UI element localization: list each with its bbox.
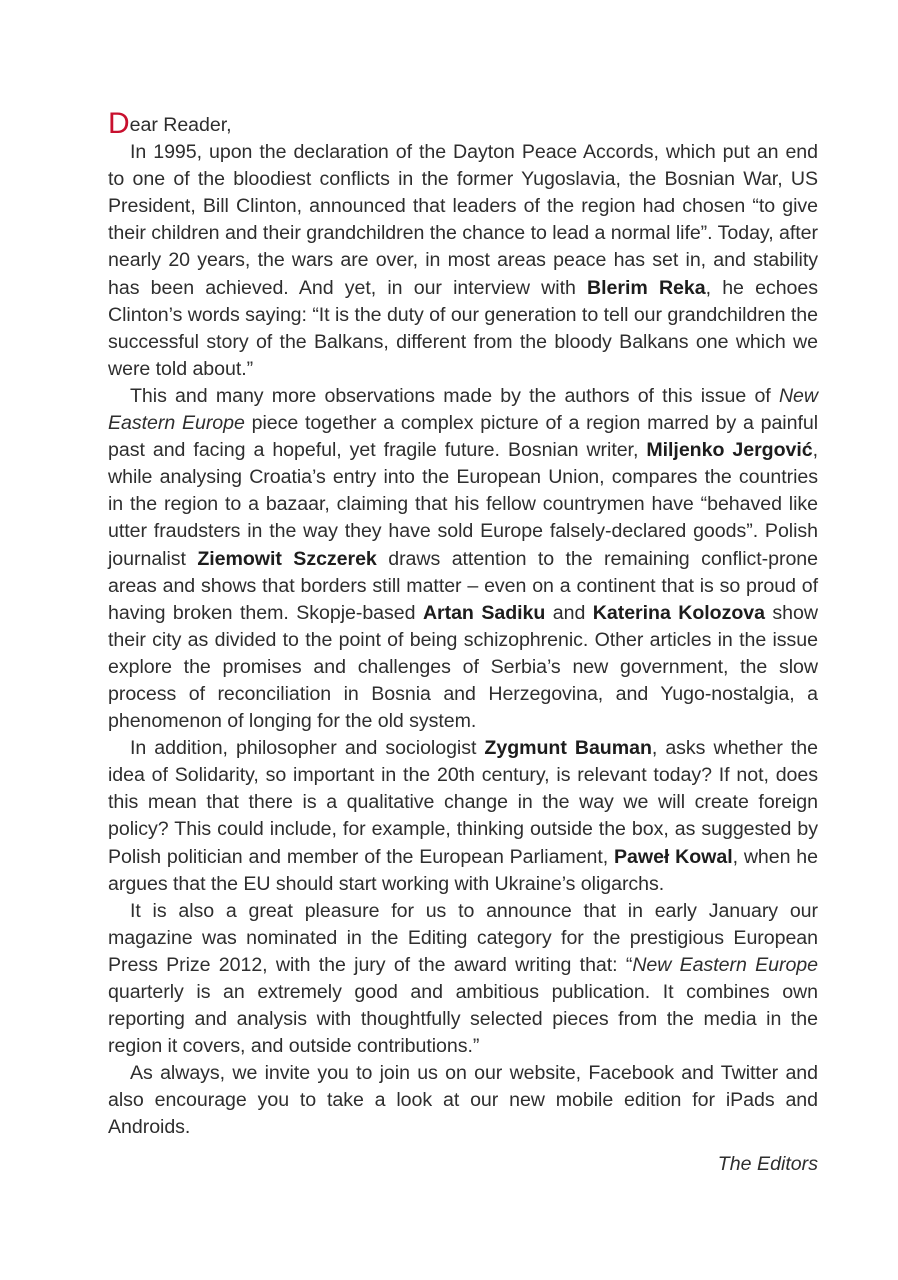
- person-name: Miljenko Jergović: [646, 439, 813, 462]
- paragraph-1: [108, 139, 818, 383]
- salutation-text: ear Reader,: [129, 114, 232, 136]
- body-text: , he echoes Clinton’s words saying: “It is the duty of our generation to tell our grandchildren the successful story of the Balkans, different from the bloody Balkans one which we were told about.”: [108, 276, 818, 380]
- body-text: , when he argues that the EU should start working with Ukraine’s oligarchs.: [108, 845, 818, 895]
- person-name: Artan Sadiku: [422, 601, 546, 624]
- body-text: As always, we invite you to join us on our website, Facebook and Twitter and also encourage you to take a look at our new mobile edition for iPads and Androids.: [108, 1062, 818, 1139]
- letter-body: [108, 107, 819, 1178]
- person-name: Ziemowit Szczerek: [197, 547, 377, 570]
- paragraph-3: [108, 735, 818, 898]
- paragraph-2: [108, 383, 818, 735]
- body-text: draws attention to the remaining conflict-prone areas and shows that borders still matter – even on a continent that is so proud of having broken them. Skopje-based: [108, 547, 819, 624]
- publication-title: New Eastern Europe: [632, 953, 818, 976]
- person-name: Zygmunt Bauman: [484, 737, 652, 760]
- body-text: , asks whether the idea of Solidarity, so important in the 20th century, is relevant today? If not, does this mean that there is a qualitative change in the way we will create foreign policy? This could include, for example, thinking outside the box, as suggested by Polish politician and member of the European Parliament,: [108, 737, 818, 868]
- paragraph-4: [108, 898, 818, 1061]
- publication-title: New Eastern Europe: [108, 384, 818, 435]
- person-name: Blerim Reka: [587, 276, 706, 299]
- body-text: It is also a great pleasure for us to announce that in early January our magazine was nominated in the Editing category for the prestigious European Press Prize 2012, with the jury of the award writing that: “: [108, 899, 818, 976]
- salutation-line: [108, 107, 818, 140]
- person-name: Katerina Kolozova: [592, 601, 765, 624]
- signature: The Editors: [717, 1152, 818, 1175]
- dropcap-letter: D: [108, 107, 130, 140]
- body-text: In 1995, upon the declaration of the Dayton Peace Accords, which put an end to one of the bloodiest conflicts in the former Yugoslavia, the Bosnian War, US President, Bill Clinton, announced that leaders of the region had chosen “to give their children and their grandchildren the chance to lead a normal life”. Today, after nearly 20 years, the wars are over, in most areas peace has set in, and stability has been achieved. And yet, in our interview with: [108, 141, 818, 299]
- paragraph-5: [108, 1060, 818, 1141]
- body-text: piece together a complex picture of a region marred by a painful past and facing a hopeful, yet fragile future. Bosnian writer,: [108, 412, 818, 462]
- body-text: This and many more observations made by the authors of this issue of: [130, 384, 779, 407]
- body-text: In addition, philosopher and sociologist: [130, 737, 485, 760]
- person-name: Paweł Kowal: [614, 845, 733, 868]
- body-text: show their city as divided to the point of being schizophrenic. Other articles in the issue explore the promises and challenges of Serbia’s new government, the slow process of reconciliation in Bosnia and Herzegovina, and Yugo-nostalgia, a phenomenon of longing for the old system.: [108, 601, 818, 733]
- body-text: and: [545, 601, 593, 624]
- body-text: , while analysing Croatia’s entry into the European Union, compares the countries in the region to a bazaar, claiming that his fellow countrymen have “behaved like utter fraudsters in the way they have sold Europe falsely-declared goods”. Polish journalist: [108, 439, 818, 570]
- body-text: quarterly is an extremely good and ambitious publication. It combines own reporting and analysis with thoughtfully selected pieces from the media in the region it covers, and outside contributions.”: [108, 981, 818, 1058]
